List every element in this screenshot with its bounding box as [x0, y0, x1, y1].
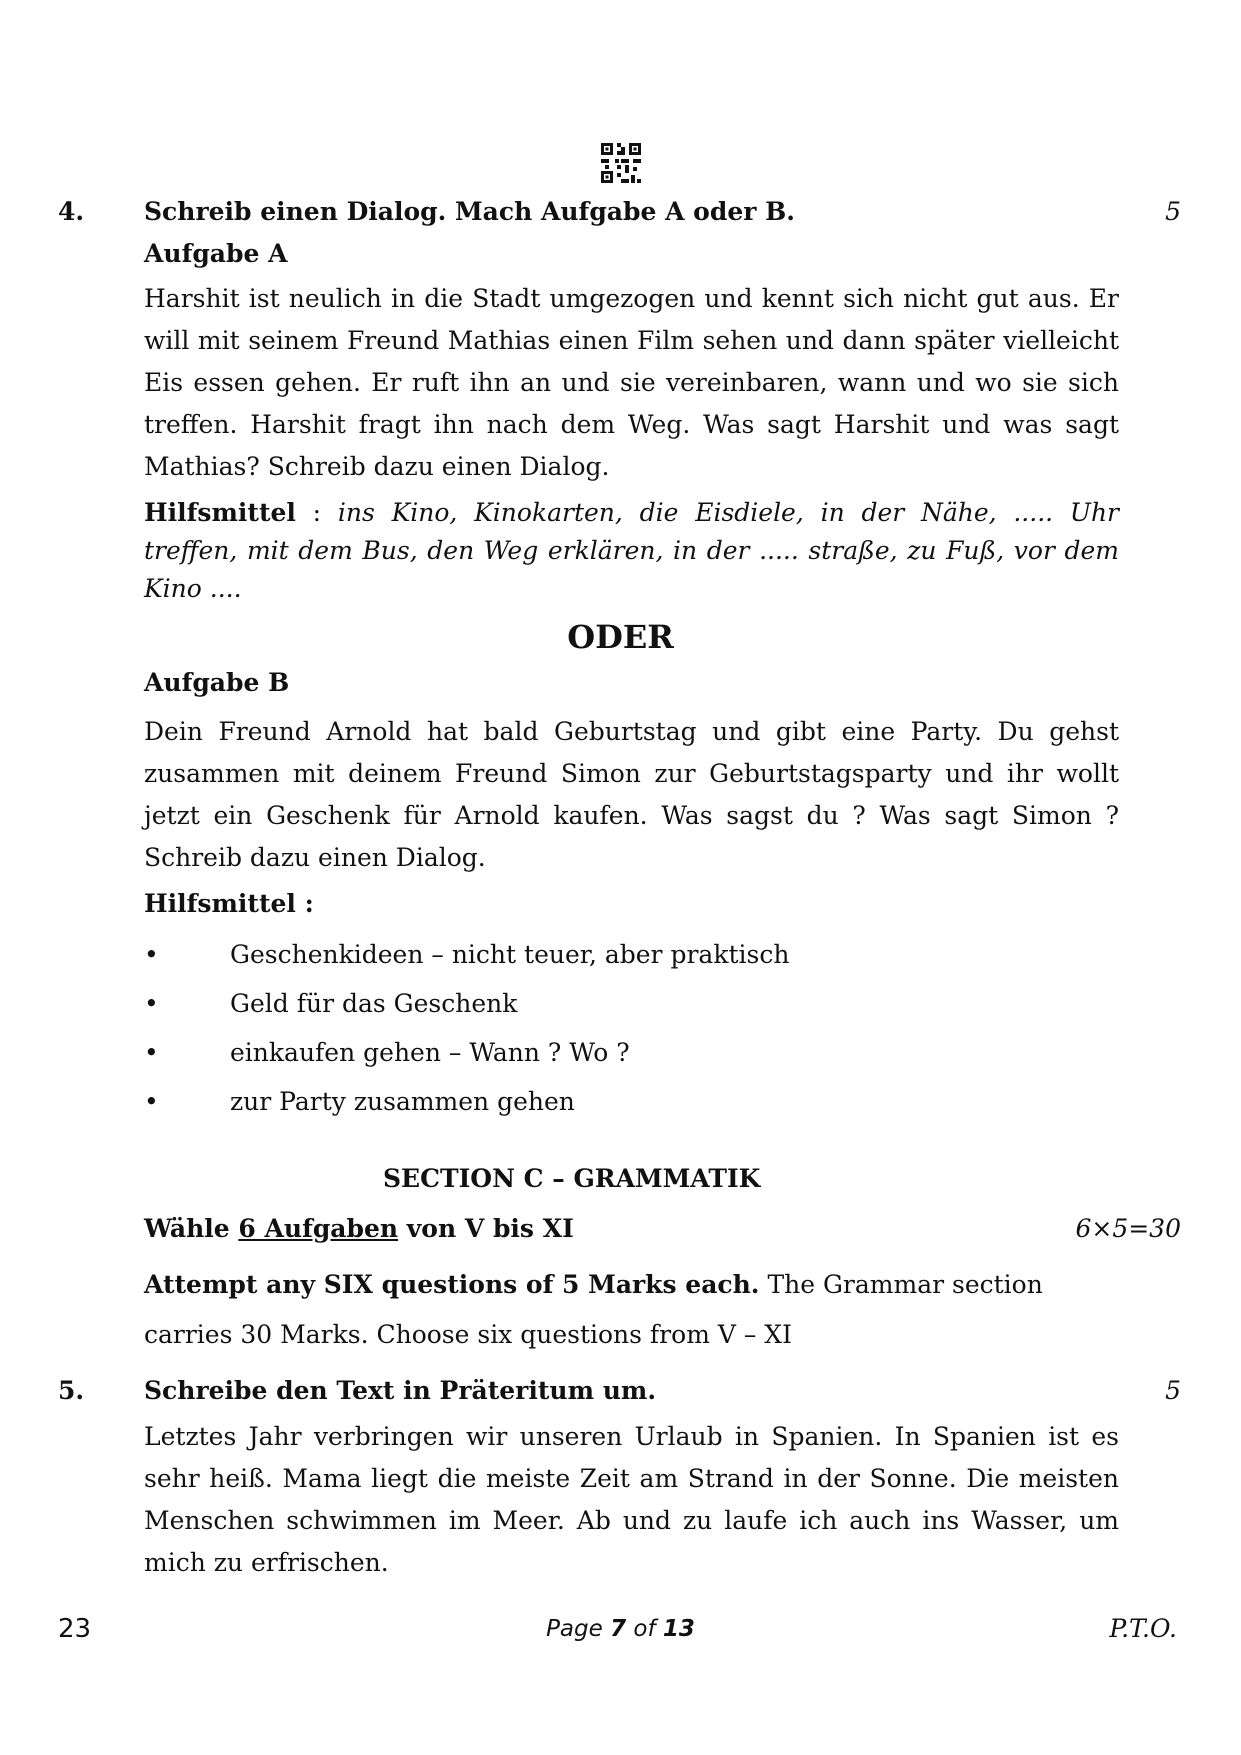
bullet-text: Geschenkideen – nicht teuer, aber praktisch: [230, 940, 790, 969]
choose-prefix: Wähle: [144, 1214, 239, 1243]
question-4-number: 4.: [58, 197, 85, 226]
question-5-number: 5.: [58, 1376, 85, 1405]
page-total: 13: [662, 1616, 695, 1642]
task-a-text: Harshit ist neulich in die Stadt umgezogen und kennt sich nicht gut aus. Er will mit seinem Freund Mathias einen Film sehen und dann später vielleicht Eis essen gehen. Er ruft ihn an und sie vereinbaren, wann und wo sie sich treffen. Harshit fragt ihn nach dem Weg. Was sagt Harshit und was sagt Mathias? Schreib dazu einen Dialog.: [144, 284, 1119, 481]
task-b-text: Dein Freund Arnold hat bald Geburtstag und gibt eine Party. Du gehst zusammen mit deinem Freund Simon zur Geburtstagsparty und ihr wollt jetzt ein Geschenk für Arnold kaufen. Was sagst du ? Was sagt Simon ? Schreib dazu einen Dialog.: [144, 717, 1119, 872]
choose-underlined: 6 Aufgaben: [238, 1214, 399, 1243]
page-mid: of: [626, 1616, 663, 1642]
task-b-aids-label: Hilfsmittel :: [144, 889, 314, 918]
choose-suffix: von V bis XI: [398, 1214, 574, 1243]
page-number: [0, 1616, 1241, 1642]
page-current: 7: [610, 1616, 627, 1642]
section-c-title: SECTION C – GRAMMATIK: [383, 1164, 761, 1193]
task-a-aids: [144, 494, 1119, 608]
section-c-instruction: [144, 1260, 1104, 1360]
page-prefix: Page: [546, 1616, 611, 1642]
question-4-marks: 5: [1165, 197, 1181, 226]
task-a-aids-label: Hilfsmittel: [144, 498, 296, 527]
instruction-rest: The Grammar section carries 30 Marks. Choose six questions from V – XI: [144, 1270, 1043, 1349]
list-item: [144, 940, 1044, 980]
task-a-aids-separator: :: [295, 498, 338, 527]
question-5-marks: 5: [1165, 1376, 1181, 1405]
qr-code-icon: [601, 143, 641, 183]
task-a-aids-text: ins Kino, Kinokarten, die Eisdiele, in der Nähe, ..... Uhr treffen, mit dem Bus, den Weg erklären, in der ..... straße, zu Fuß, vor dem Kino ....: [144, 498, 1119, 603]
bullet-text: einkaufen gehen – Wann ? Wo ?: [230, 1038, 630, 1067]
bullet-text: Geld für das Geschenk: [230, 989, 518, 1018]
question-5-title: Schreibe den Text in Präteritum um.: [144, 1376, 657, 1405]
paper-code: 23: [58, 1614, 92, 1644]
task-b-heading: Aufgabe B: [144, 668, 290, 697]
list-item: [144, 989, 1044, 1029]
bullet-icon: •: [144, 989, 159, 1018]
pto-label: P.T.O.: [1109, 1614, 1177, 1643]
question-4-title: Schreib einen Dialog. Mach Aufgabe A oder B.: [144, 197, 795, 226]
section-c-marks: 6×5=30: [1075, 1214, 1181, 1243]
bullet-icon: •: [144, 940, 159, 969]
list-item: [144, 1038, 1044, 1078]
instruction-bold: Attempt any SIX questions of 5 Marks each.: [144, 1270, 760, 1299]
list-item: [144, 1087, 1044, 1127]
or-divider: ODER: [567, 618, 674, 656]
bullet-icon: •: [144, 1038, 159, 1067]
question-5-text: Letztes Jahr verbringen wir unseren Urlaub in Spanien. In Spanien ist es sehr heiß. Mama liegt die meiste Zeit am Strand in der Sonne. Die meisten Menschen schwimmen im Meer. Ab und zu laufe ich auch ins Wasser, um mich zu erfrischen.: [144, 1422, 1119, 1577]
bullet-text: zur Party zusammen gehen: [230, 1087, 575, 1116]
task-a-heading: Aufgabe A: [144, 239, 288, 268]
section-c-choose: [144, 1214, 1119, 1243]
bullet-icon: •: [144, 1087, 159, 1116]
